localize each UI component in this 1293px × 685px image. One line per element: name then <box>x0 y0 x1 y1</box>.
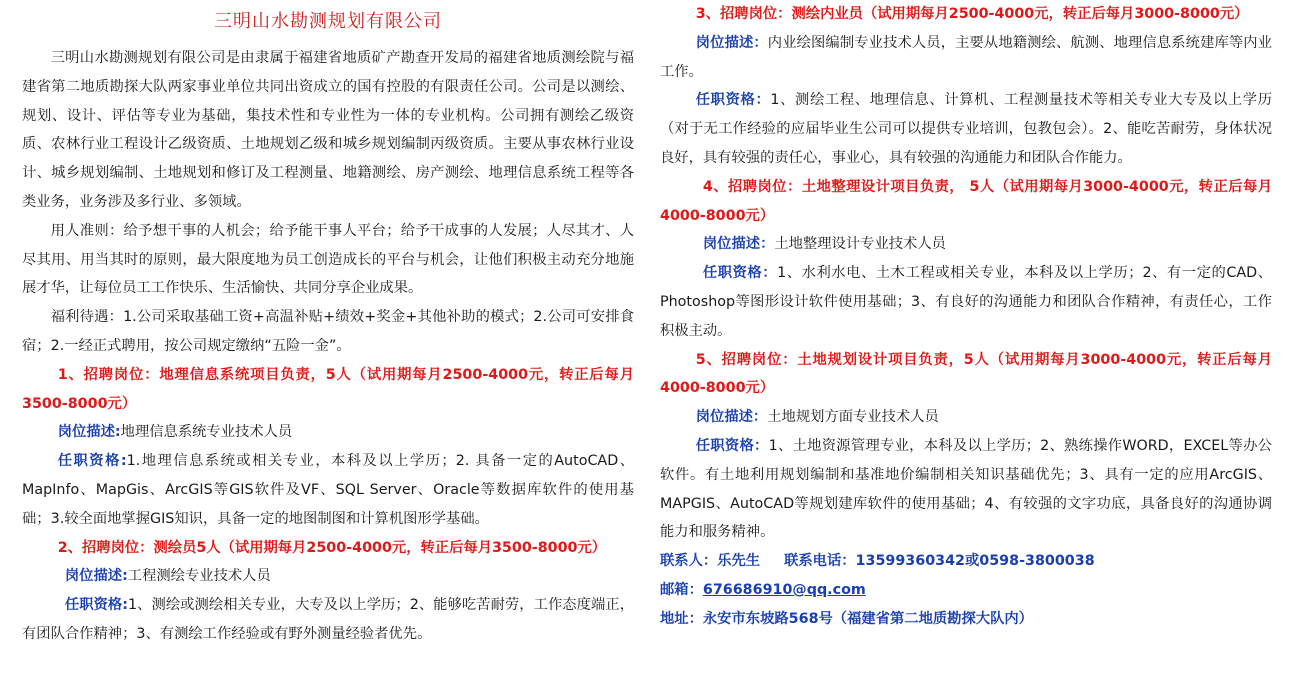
job3-req-label: 任职资格： <box>695 92 771 109</box>
job2-req-text: 1、测绘或测绘相关专业，大专及以上学历；2、能够吃苦耐劳，工作态度端正，有团队合作精神；3、有测绘工作经验或有野外测量经验者优先。 <box>22 597 634 642</box>
job3-requirements <box>660 86 1272 172</box>
job4-requirements <box>660 259 1272 345</box>
job3-heading: 3、招聘岗位：测绘内业员（试用期每月2500-4000元，转正后每月3000-8000元） <box>695 6 1249 22</box>
job3-desc-text: 内业绘图编制专业技术人员，主要从地籍测绘、航测、地理信息系统建库等内业工作。 <box>660 34 1272 80</box>
job2-description <box>22 562 634 591</box>
job2-desc-label: 岗位描述: <box>64 568 128 585</box>
job5-desc-text: 土地规划方面专业技术人员 <box>767 409 939 426</box>
job4-desc-label: 岗位描述： <box>702 236 775 253</box>
job4-req-label: 任职资格： <box>702 265 778 282</box>
contact-phone: 联系电话：13599360342或0598-3800038 <box>784 553 1095 570</box>
job2-heading: 2、招聘岗位：测绘员5人（试用期每月2500-4000元，转正后每月3500-8000元） <box>57 539 607 556</box>
job2-req-label: 任职资格: <box>64 597 128 614</box>
job1-desc-text: 地理信息系统专业技术人员 <box>120 424 293 441</box>
job4-description <box>660 230 1272 259</box>
company-title: 三明山水勘测规划有限公司 <box>214 11 442 32</box>
job4-heading: 4、招聘岗位：土地整理设计项目负责， 5人（试用期每月3000-4000元，转正后每月4000-8000元） <box>660 178 1272 224</box>
job3-desc-label: 岗位描述： <box>695 34 768 51</box>
job3-req-text: 1、测绘工程、地理信息、计算机、工程测量技术等相关专业大专及以上学历（对于无工作经验的应届毕业生公司可以提供专业培训，包教包会）。2、能吃苦耐劳，身体状况良好，具有较强的责任心，事业心，具有较强的沟通能力和团队合作能力。 <box>660 92 1273 166</box>
job2-requirements <box>22 591 634 649</box>
job1-req-label: 任职资格: <box>57 453 127 470</box>
welfare: 福利待遇：1.公司采取基础工资+高温补贴+绩效+奖金+其他补助的模式；2.公司可安排食宿；2.一经正式聘用，按公司规定缴纳“五险一金”。 <box>22 309 634 354</box>
job3-description <box>660 29 1272 87</box>
address: 地址：永安市东坡路568号（福建省第二地质勘探大队内） <box>660 610 1033 627</box>
right-column <box>660 0 1272 634</box>
company-intro: 三明山水勘测规划有限公司是由隶属于福建省地质矿产勘查开发局的福建省地质测绘院与福建省第二地质勘探大队两家事业单位共同出资成立的国有控股的有限责任公司。公司是以测绘、规划、设计、评估等专业为基础，集技术性和专业性为一体的专业机构。公司拥有测绘乙级资质、农林行业工程设计乙级资质、土地规划乙级和城乡规划编制丙级资质。主要从事农林行业设计、城乡规划编制、土地规划和修订及工程测量、地籍测绘、房产测绘、地理信息系统工程等各类业务，业务涉及多行业、多领域。 <box>22 50 634 210</box>
job4-req-text: 1、水利水电、土木工程或相关专业，本科及以上学历；2、有一定的CAD、Photoshop等图形设计软件使用基础；3、有良好的沟通能力和团队合作精神，有责任心，工作积极主动。 <box>660 265 1272 339</box>
email-line <box>660 576 1272 605</box>
job5-req-label: 任职资格： <box>695 437 769 454</box>
email-link[interactable]: 676686910@qq.com <box>702 581 866 598</box>
job1-description <box>22 418 634 447</box>
job1-desc-label: 岗位描述: <box>57 424 121 441</box>
job2-desc-text: 工程测绘专业技术人员 <box>127 568 271 585</box>
contact-line <box>660 547 1272 576</box>
job5-heading: 5、招聘岗位：土地规划设计项目负责，5人（试用期每月3000-4000元，转正后每月4000-8000元） <box>660 351 1272 397</box>
job5-requirements <box>660 432 1272 547</box>
job5-req-text: 1、土地资源管理专业，本科及以上学历；2、熟练操作WORD，EXCEL等办公软件。有土地利用规划编制和基准地价编制相关知识基础优先；3、具有一定的应用ArcGIS、MAPGIS、AutoCAD等规划建库软件的使用基础；4、有较强的文字功底，具备良好的沟通协调能力和服务精神。 <box>660 437 1272 541</box>
email-label: 邮箱： <box>660 581 703 598</box>
job1-heading: 1、招聘岗位：地理信息系统项目负责，5人（试用期每月2500-4000元，转正后每月3500-8000元） <box>22 366 634 412</box>
contact-person: 联系人：乐先生 <box>660 553 761 570</box>
job1-requirements <box>22 447 634 533</box>
job5-desc-label: 岗位描述： <box>695 409 768 426</box>
hiring-principle: 用人准则：给予想干事的人机会；给予能干事人平台；给予干成事的人发展；人尽其才、人尽其用、用当其时的原则，最大限度地为员工创造成长的平台与机会，让他们积极主动充分地施展才华，让每位员工工作快乐、生活愉快、共同分享企业成果。 <box>22 222 634 297</box>
job5-description <box>660 403 1272 432</box>
job1-req-text: 1.地理信息系统或相关专业，本科及以上学历；2. 具备一定的AutoCAD、MapInfo、MapGis、ArcGIS等GIS软件及VF、SQL Server、Oracle等数据库软件的使用基础；3.较全面地掌握GIS知识，具备一定的地图制图和计算机图形学基础。 <box>22 453 635 527</box>
left-column <box>22 0 634 649</box>
job4-desc-text: 土地整理设计专业技术人员 <box>774 236 946 253</box>
